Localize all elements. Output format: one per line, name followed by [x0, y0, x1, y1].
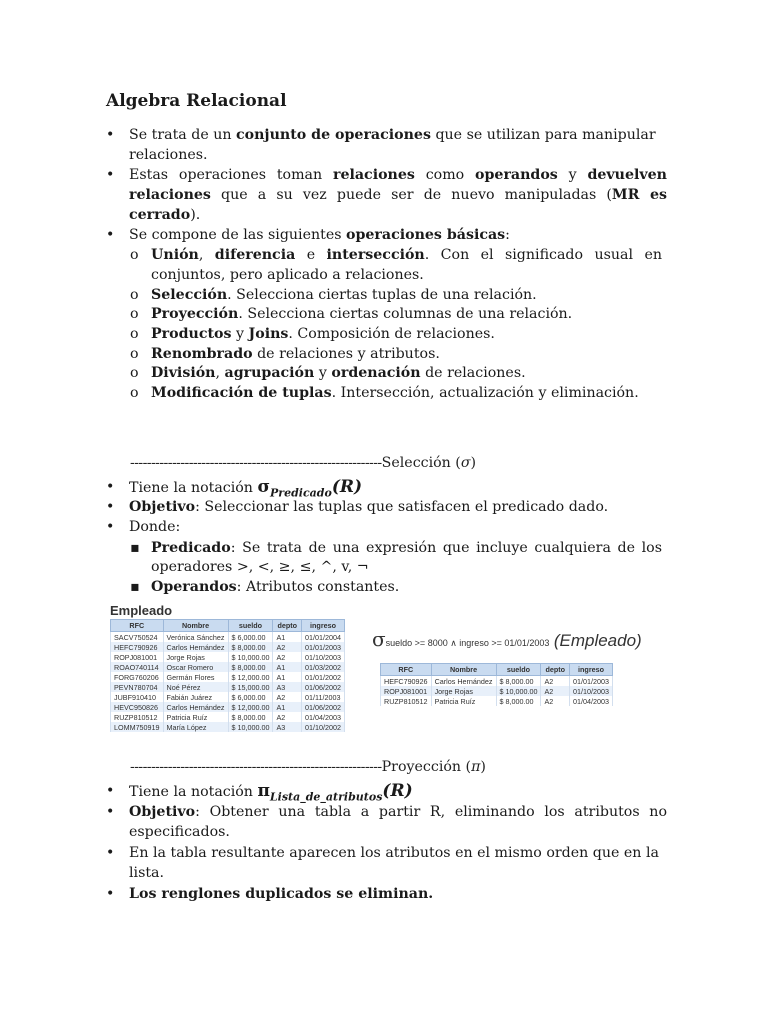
bullet-marker: •: [106, 804, 115, 820]
sigma-symbol: σ: [372, 627, 386, 651]
table-cell: RUZP810512: [111, 712, 164, 722]
table-cell: 01/11/2003: [302, 692, 345, 702]
square-text: Predicado: Se trata de una expresión que incluye cualquiera de los: [151, 540, 662, 556]
table-row: [111, 632, 345, 643]
column-header: ingreso: [570, 664, 613, 676]
table-cell: HEFC790926: [111, 642, 164, 652]
bullet-marker: •: [106, 227, 115, 243]
table-cell: ROPJ081001: [111, 652, 164, 662]
column-header: sueldo: [496, 664, 541, 676]
table-row: [111, 662, 345, 672]
table-cell: HEFC790926: [381, 676, 432, 687]
sub-text: Productos y Joins. Composición de relaciones.: [151, 326, 495, 342]
table-cell: Patricia Ruíz: [163, 712, 228, 722]
table-cell: A2: [273, 652, 302, 662]
bullet-marker: •: [106, 886, 115, 902]
selection-formula: [372, 627, 642, 651]
table-body: [381, 676, 613, 707]
square-marker: ▪: [130, 540, 140, 556]
sub-text: Proyección. Selecciona ciertas columnas de una relación.: [151, 306, 573, 322]
table-row: [111, 672, 345, 682]
table-cell: $ 6,000.00: [228, 692, 273, 702]
bullet-marker: •: [106, 519, 115, 535]
section-header-seleccion: [130, 453, 476, 473]
table-cell: $ 15,000.00: [228, 682, 273, 692]
table-row: [111, 652, 345, 662]
table-row: [111, 712, 345, 722]
bullet-marker: •: [106, 479, 115, 495]
table-cell: ROAO740114: [111, 662, 164, 672]
table-row: [381, 696, 613, 706]
table-cell: 01/01/2003: [302, 642, 345, 652]
formula-condition: sueldo >= 8000 ∧ ingreso >= 01/01/2003: [385, 638, 550, 648]
table-cell: 01/04/2003: [302, 712, 345, 722]
table-cell: $ 8,000.00: [228, 662, 273, 672]
table-cell: $ 8,000.00: [496, 676, 541, 687]
table-cell: RUZP810512: [381, 696, 432, 706]
bullet-text: Donde:: [129, 519, 181, 535]
table-header-row: [381, 664, 613, 676]
pi-symbol: π: [471, 759, 481, 775]
sub-text: Renombrado de relaciones y atributos.: [151, 346, 440, 362]
sub-marker: o: [130, 287, 139, 303]
column-header: RFC: [111, 620, 164, 632]
bullet-text: Tiene la notación $\pi_{Lista\_de\_atributos}(R)$: [129, 781, 413, 804]
bullet-text: Estas operaciones toman relaciones como operandos y devuelven relaciones que a su vez puede ser de nuevo manipuladas (MR es cerrado).: [129, 167, 667, 223]
bullet-marker: •: [106, 845, 115, 861]
table-cell: 01/10/2003: [570, 686, 613, 696]
page-title: Algebra Relacional: [106, 91, 287, 111]
table-cell: María López: [163, 722, 228, 732]
table-header-row: [111, 620, 345, 632]
table-cell: A1: [273, 662, 302, 672]
table-cell: Noé Pérez: [163, 682, 228, 692]
sub-marker: o: [130, 326, 139, 342]
bullet-text: Se trata de un conjunto de operaciones que se utilizan para manipular relaciones.: [129, 127, 656, 163]
table-cell: A2: [541, 686, 570, 696]
table-cell: $ 8,000.00: [228, 642, 273, 652]
table-cell: Jorge Rojas: [431, 686, 496, 696]
table-cell: 01/10/2003: [302, 652, 345, 662]
table-cell: 01/03/2002: [302, 662, 345, 672]
table-cell: A1: [273, 632, 302, 643]
table-cell: A2: [273, 712, 302, 722]
table-cell: JUBF910410: [111, 692, 164, 702]
table-cell: A2: [541, 696, 570, 706]
table-cell: $ 6,000.00: [228, 632, 273, 643]
column-header: sueldo: [228, 620, 273, 632]
column-header: Nombre: [163, 620, 228, 632]
section-title: Selección (: [381, 455, 461, 471]
result-table-figure: [380, 663, 613, 706]
column-header: depto: [273, 620, 302, 632]
table-cell: 01/01/2002: [302, 672, 345, 682]
table-cell: HEVC950826: [111, 702, 164, 712]
table-cell: A2: [541, 676, 570, 687]
table-row: [111, 642, 345, 652]
bullet-marker: •: [106, 499, 115, 515]
bullet-text: Objetivo: Obtener una tabla a partir R, eliminando los atributos no especificados.: [129, 804, 667, 840]
table-cell: 01/01/2004: [302, 632, 345, 643]
table-cell: ROPJ081001: [381, 686, 432, 696]
table-cell: 01/04/2003: [570, 696, 613, 706]
table-row: [111, 692, 345, 702]
bullet-marker: •: [106, 167, 115, 183]
table-cell: LOMM750919: [111, 722, 164, 732]
table-cell: Oscar Romero: [163, 662, 228, 672]
table-cell: $ 10,000.00: [228, 652, 273, 662]
table-cell: A2: [273, 692, 302, 702]
table-cell: 01/01/2003: [570, 676, 613, 687]
table-cell: A1: [273, 702, 302, 712]
table-row: [111, 722, 345, 732]
table-cell: A3: [273, 682, 302, 692]
table-cell: 01/06/2002: [302, 682, 345, 692]
empleado-table: [110, 619, 345, 732]
table-cell: $ 8,000.00: [228, 712, 273, 722]
table-cell: Fabián Juárez: [163, 692, 228, 702]
table-row: [111, 682, 345, 692]
sub-marker: o: [130, 346, 139, 362]
table-cell: FORG760206: [111, 672, 164, 682]
section-header-proyeccion: [130, 757, 486, 777]
table-cell: 01/06/2002: [302, 702, 345, 712]
formula-relation: (Empleado): [553, 631, 642, 650]
sub-text: Selección. Selecciona ciertas tuplas de una relación.: [151, 287, 537, 303]
table-cell: Carlos Hernández: [163, 702, 228, 712]
square-text: Operandos: Atributos constantes.: [151, 579, 400, 595]
empleado-table-figure: [110, 603, 345, 732]
table-cell: A3: [273, 722, 302, 732]
table-cell: $ 10,000.00: [228, 722, 273, 732]
sub-text: conjuntos, pero aplicado a relaciones.: [151, 267, 424, 283]
table-cell: A1: [273, 672, 302, 682]
table-cell: $ 8,000.00: [496, 696, 541, 706]
sub-text: Unión, diferencia e intersección. Con el significado usual en: [151, 247, 662, 263]
bullet-marker: •: [106, 783, 115, 799]
bullet-text: Tiene la notación $\sigma_{Predicado}(R)$: [129, 477, 363, 500]
table-cell: Carlos Hernández: [163, 642, 228, 652]
table-cell: PEVN780704: [111, 682, 164, 692]
table-cell: $ 12,000.00: [228, 702, 273, 712]
sub-marker: o: [130, 306, 139, 322]
bullet-text: Objetivo: Seleccionar las tuplas que satisfacen el predicado dado.: [129, 499, 609, 515]
bullet-marker: •: [106, 127, 115, 143]
table-row: [381, 686, 613, 696]
column-header: ingreso: [302, 620, 345, 632]
table-cell: A2: [273, 642, 302, 652]
table-cell: Patricia Ruíz: [431, 696, 496, 706]
table-cell: Jorge Rojas: [163, 652, 228, 662]
table-cell: Verónica Sánchez: [163, 632, 228, 643]
table-cell: Carlos Hernández: [431, 676, 496, 687]
sub-marker: o: [130, 385, 139, 401]
table-caption: Empleado: [110, 603, 173, 618]
square-marker: ▪: [130, 579, 140, 595]
paren: ): [480, 759, 486, 775]
table-row: [381, 676, 613, 687]
separator-dashes: ------------------------------------------------------------: [130, 759, 382, 775]
table-cell: SACV750524: [111, 632, 164, 643]
table-cell: Germán Flores: [163, 672, 228, 682]
bullet-text: Se compone de las siguientes operaciones básicas:: [129, 227, 510, 243]
bullet-text: Los renglones duplicados se eliminan.: [129, 886, 434, 902]
column-header: Nombre: [431, 664, 496, 676]
sub-text: División, agrupación y ordenación de relaciones.: [151, 365, 526, 381]
column-header: RFC: [381, 664, 432, 676]
column-header: depto: [541, 664, 570, 676]
separator-dashes: ------------------------------------------------------------: [130, 455, 382, 471]
sub-marker: o: [130, 365, 139, 381]
sigma-symbol: σ: [460, 455, 471, 471]
result-table: [380, 663, 613, 706]
square-text: operadores >, <, ≥, ≤, ^, v, ¬: [151, 559, 369, 575]
paren: ): [470, 455, 477, 471]
table-body: [111, 632, 345, 733]
sub-marker: o: [130, 247, 139, 263]
table-cell: 01/10/2002: [302, 722, 345, 732]
table-cell: $ 12,000.00: [228, 672, 273, 682]
bullet-text: En la tabla resultante aparecen los atributos en el mismo orden que en la lista.: [129, 845, 659, 881]
table-row: [111, 702, 345, 712]
sub-text: Modificación de tuplas. Intersección, actualización y eliminación.: [151, 385, 639, 401]
section-title: Proyección (: [381, 759, 472, 775]
table-cell: $ 10,000.00: [496, 686, 541, 696]
